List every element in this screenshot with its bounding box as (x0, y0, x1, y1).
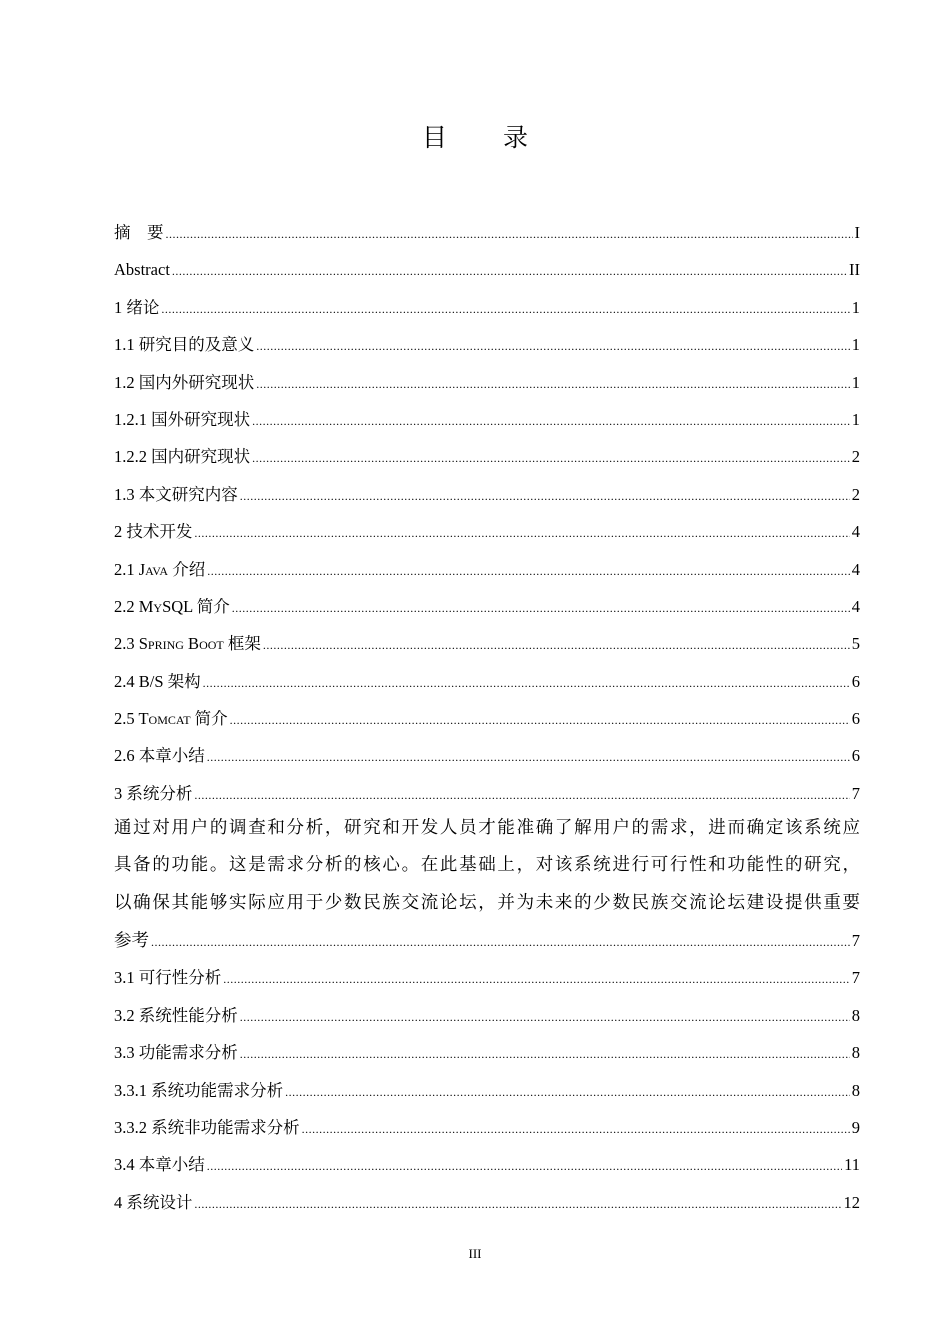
toc-entry-label: 2 技术开发 (114, 522, 193, 542)
toc-entry-label: 3 系统分析 (114, 783, 193, 803)
toc-entry[interactable] (114, 476, 860, 513)
toc-entry[interactable] (114, 1184, 860, 1221)
toc-entry[interactable] (114, 625, 860, 662)
dot-leader (161, 289, 849, 328)
toc-entry-label: 3.3.1 系统功能需求分析 (114, 1080, 284, 1100)
toc-entry-page: 12 (843, 1192, 860, 1212)
toc-entry-page: 7 (851, 931, 860, 950)
toc-entry[interactable] (114, 775, 860, 812)
toc-entry[interactable] (114, 513, 860, 550)
toc-entry-page: 11 (844, 1155, 860, 1175)
toc-entry[interactable] (114, 1146, 860, 1183)
toc-entry-label: 3.4 本章小结 (114, 1155, 205, 1175)
toc-entry[interactable] (114, 401, 860, 438)
toc-entry[interactable] (114, 737, 860, 774)
dot-leader (207, 551, 850, 590)
toc-entry-label: 3.2 系统性能分析 (114, 1005, 238, 1025)
paragraph-line: 具备的功能。这是需求分析的核心。在此基础上，对该系统进行可行性和功能性的研究， (114, 855, 860, 876)
paragraph-line: 通过对用户的调查和分析，研究和开发人员才能准确了解用户的需求，进而确定该系统应 (114, 818, 860, 838)
toc-entry[interactable] (114, 922, 860, 959)
toc-entry[interactable] (114, 959, 860, 996)
toc-list (114, 214, 860, 812)
dot-leader (232, 588, 850, 627)
toc-entry-label: 3.3 功能需求分析 (114, 1043, 238, 1063)
dot-leader (252, 401, 850, 440)
dot-leader (203, 663, 850, 702)
toc-entry-label: 2.6 本章小结 (114, 746, 205, 766)
toc-entry-label: 3.3.2 系统非功能需求分析 (114, 1117, 300, 1137)
dot-leader (240, 476, 850, 515)
toc-entry-label: 2.3 Spring Boot 框架 (114, 634, 261, 654)
dot-leader (256, 364, 850, 403)
toc-entry[interactable] (114, 251, 860, 288)
toc-entry-page: 7 (851, 783, 860, 803)
toc-entry-page: 2 (851, 447, 860, 467)
toc-list-continued (114, 922, 860, 1221)
toc-entry-page: 8 (851, 1005, 860, 1025)
dot-leader (223, 959, 850, 998)
dot-leader (207, 1146, 842, 1185)
intro-paragraph (114, 810, 860, 922)
dot-leader (230, 700, 850, 739)
dot-leader (207, 737, 850, 776)
dot-leader (151, 922, 850, 961)
toc-entry[interactable] (114, 214, 860, 251)
page-title: 目 录 (422, 123, 552, 152)
toc-entry[interactable] (114, 326, 860, 363)
dot-leader (256, 326, 850, 365)
toc-entry-label: 4 系统设计 (114, 1192, 193, 1212)
toc-entry-page: 5 (851, 634, 860, 654)
toc-entry[interactable] (114, 289, 860, 326)
paragraph-line: 以确保其能够实际应用于少数民族交流论坛，并为未来的少数民族交流论坛建设提供重要 (114, 892, 860, 913)
toc-entry-page: 7 (851, 968, 860, 988)
toc-entry-label: 参考 (114, 931, 149, 951)
toc-entry-label: 2.5 Tomcat 简介 (114, 709, 228, 729)
toc-entry[interactable] (114, 997, 860, 1034)
toc-entry-page: 6 (851, 746, 860, 766)
toc-entry-page: 9 (851, 1117, 860, 1137)
toc-entry-label: 2.2 MySQL 简介 (114, 596, 230, 616)
dot-leader (263, 625, 850, 664)
toc-entry-label: 1.1 研究目的及意义 (114, 335, 255, 355)
dot-leader (285, 1072, 850, 1111)
toc-entry-page: 1 (851, 372, 860, 392)
toc-entry-page: 4 (851, 522, 860, 542)
toc-entry-label: Abstract (114, 260, 170, 280)
dot-leader (194, 775, 849, 814)
toc-entry[interactable] (114, 1034, 860, 1071)
toc-entry-page: 1 (851, 297, 860, 317)
toc-entry-label: 2.4 B/S 架构 (114, 671, 201, 691)
page-number-footer: III (468, 1246, 482, 1261)
toc-entry-label: 1.2.2 国内研究现状 (114, 447, 251, 467)
toc-entry-page: 1 (851, 409, 860, 429)
dot-leader (194, 513, 849, 552)
toc-entry-page: 2 (851, 484, 860, 504)
toc-entry-label: 摘 要 (114, 223, 164, 242)
toc-entry-page: 6 (851, 709, 860, 729)
dot-leader (252, 438, 850, 477)
toc-entry-page: 4 (851, 596, 860, 616)
toc-entry-page: 4 (851, 559, 860, 579)
toc-entry[interactable] (114, 700, 860, 737)
toc-entry[interactable] (114, 438, 860, 475)
dot-leader (166, 214, 853, 253)
toc-entry-page: I (854, 223, 860, 242)
toc-entry-page: II (849, 260, 860, 280)
toc-entry[interactable] (114, 364, 860, 401)
toc-entry-label: 1 绪论 (114, 297, 160, 317)
dot-leader (240, 997, 850, 1036)
toc-entry[interactable] (114, 1109, 860, 1146)
toc-entry-label: 1.3 本文研究内容 (114, 484, 238, 504)
toc-entry[interactable] (114, 663, 860, 700)
toc-entry[interactable] (114, 1072, 860, 1109)
toc-entry-label: 3.1 可行性分析 (114, 968, 222, 988)
dot-leader (172, 251, 847, 290)
toc-entry-page: 8 (851, 1080, 860, 1100)
dot-leader (240, 1034, 850, 1073)
toc-entry-page: 1 (851, 335, 860, 355)
toc-entry[interactable] (114, 588, 860, 625)
toc-entry-label: 1.2 国内外研究现状 (114, 372, 255, 392)
dot-leader (302, 1109, 850, 1148)
toc-entry-label: 2.1 Java 介绍 (114, 559, 206, 579)
toc-entry[interactable] (114, 551, 860, 588)
toc-entry-label: 1.2.1 国外研究现状 (114, 409, 251, 429)
toc-entry-page: 8 (851, 1043, 860, 1063)
dot-leader (194, 1184, 841, 1223)
toc-entry-page: 6 (851, 671, 860, 691)
